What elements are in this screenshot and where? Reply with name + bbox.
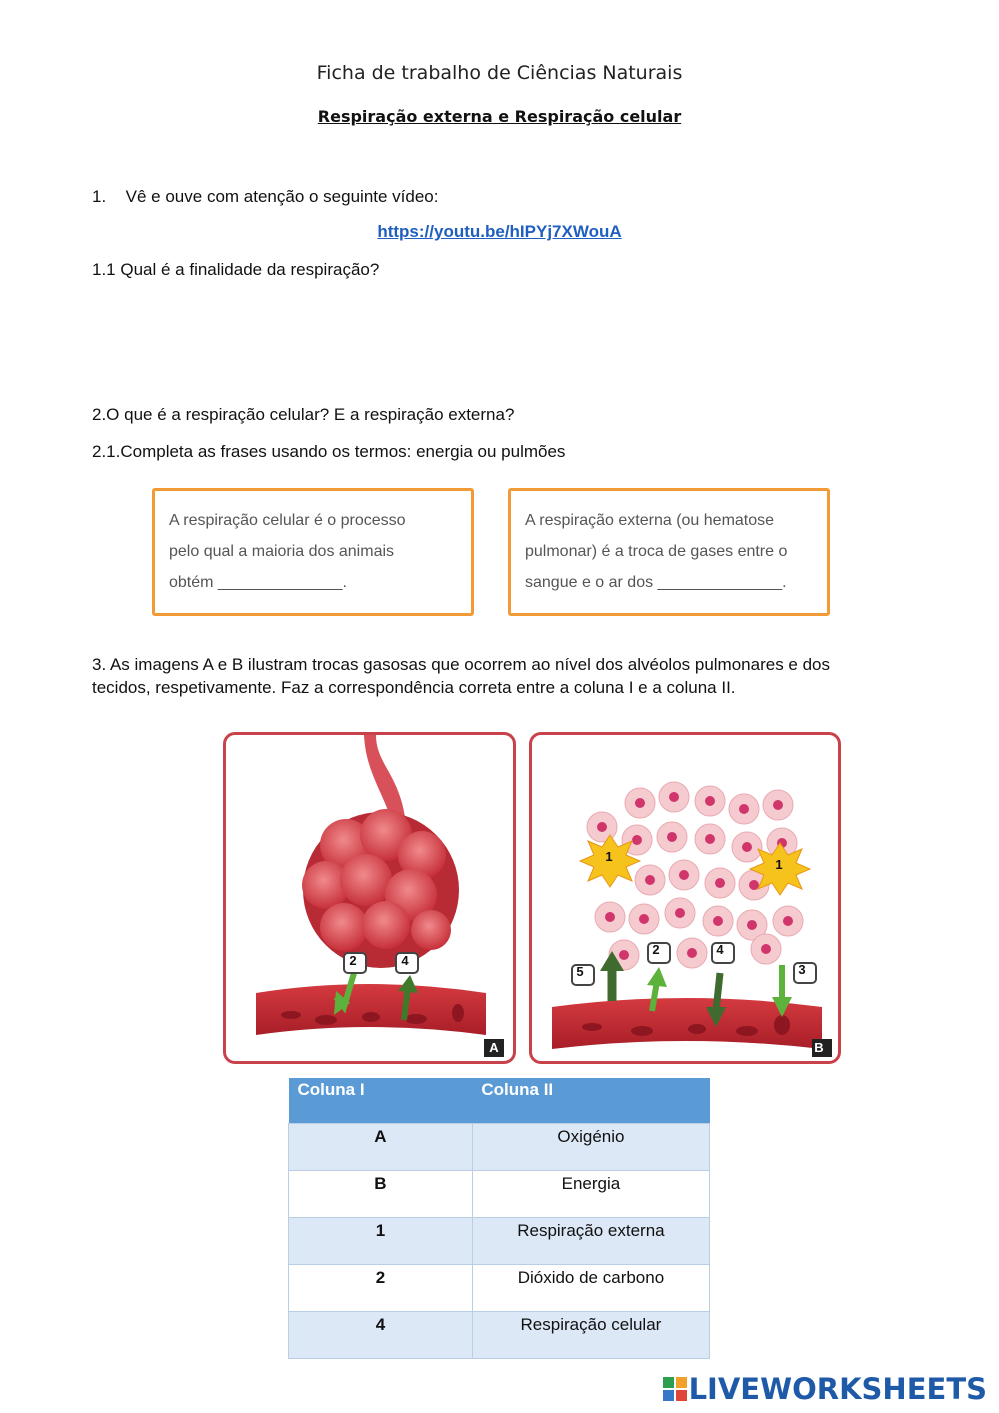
box-line: pelo qual a maioria dos animais <box>169 543 395 560</box>
table-header-col1: Coluna I <box>289 1078 473 1124</box>
sentence-box-cellular <box>152 488 474 616</box>
panel-a-label: A <box>489 1040 499 1055</box>
table-cell-value[interactable]: Respiração externa <box>472 1218 709 1265</box>
table-header-col2: Coluna II <box>472 1078 709 1124</box>
alveoli-illustration <box>226 735 513 1061</box>
table-row <box>289 1218 710 1265</box>
question-3-line: 3. As imagens A e B ilustram trocas gasosas que ocorrem ao nível dos alvéolos pulmonares e dos <box>92 655 831 674</box>
table-row <box>289 1312 710 1359</box>
page-title: Ficha de trabalho de Ciências Naturais <box>316 62 683 84</box>
liveworksheets-logo <box>663 1372 987 1406</box>
marker-b-4: 4 <box>716 942 724 957</box>
box-line: A respiração externa (ou hematose <box>525 512 775 529</box>
marker-b-5: 5 <box>576 964 584 979</box>
question-2: 2.O que é a respiração celular? E a respiração externa? <box>92 405 515 424</box>
question-1 <box>92 185 438 208</box>
box-line: obtém ______________. <box>169 574 347 591</box>
figure-panel-a <box>223 732 516 1064</box>
table-cell-value[interactable]: Dióxido de carbono <box>472 1265 709 1312</box>
panel-b-label: B <box>814 1040 824 1055</box>
table-cell-value[interactable]: Oxigénio <box>472 1124 709 1171</box>
matching-table <box>288 1078 710 1359</box>
alveoli-cluster <box>302 809 459 968</box>
liveworksheets-logo-icon <box>663 1377 687 1401</box>
table-row <box>289 1265 710 1312</box>
marker-b-1-right: 1 <box>775 857 783 872</box>
question-1-number: 1. <box>92 187 107 206</box>
question-1-text: Vê e ouve com atenção o seguinte vídeo: <box>125 187 439 206</box>
question-3 <box>92 653 922 699</box>
table-cell-value[interactable]: Energia <box>472 1171 709 1218</box>
table-cell-key[interactable]: A <box>289 1124 473 1171</box>
table-row <box>289 1124 710 1171</box>
question-3-line: tecidos, respetivamente. Faz a correspondência correta entre a coluna I e a coluna II. <box>92 678 736 697</box>
table-cell-key[interactable]: 2 <box>289 1265 473 1312</box>
table-cell-key[interactable]: B <box>289 1171 473 1218</box>
marker-a-2: 2 <box>349 953 357 968</box>
tissue-illustration <box>532 735 838 1061</box>
table-cell-key[interactable]: 1 <box>289 1218 473 1265</box>
table-row <box>289 1171 710 1218</box>
box-line: sangue e o ar dos ______________. <box>525 574 787 591</box>
page-subtitle: Respiração externa e Respiração celular <box>317 107 682 126</box>
table-cell-key[interactable]: 4 <box>289 1312 473 1359</box>
marker-b-2: 2 <box>652 942 660 957</box>
question-2-1: 2.1.Completa as frases usando os termos: energia ou pulmões <box>92 442 566 461</box>
box-line: A respiração celular é o processo <box>169 512 406 529</box>
marker-b-1-left: 1 <box>605 849 613 864</box>
marker-b-3: 3 <box>798 962 806 977</box>
video-link[interactable]: https://youtu.be/hIPYj7XWouA <box>377 222 622 241</box>
figure-panel-b <box>529 732 841 1064</box>
marker-a-4: 4 <box>401 953 409 968</box>
liveworksheets-logo-text: LIVEWORKSHEETS <box>688 1372 987 1406</box>
sentence-box-external <box>508 488 830 616</box>
table-cell-value[interactable]: Respiração celular <box>472 1312 709 1359</box>
question-1-1: 1.1 Qual é a finalidade da respiração? <box>92 260 380 279</box>
box-line: pulmonar) é a troca de gases entre o <box>525 543 788 560</box>
